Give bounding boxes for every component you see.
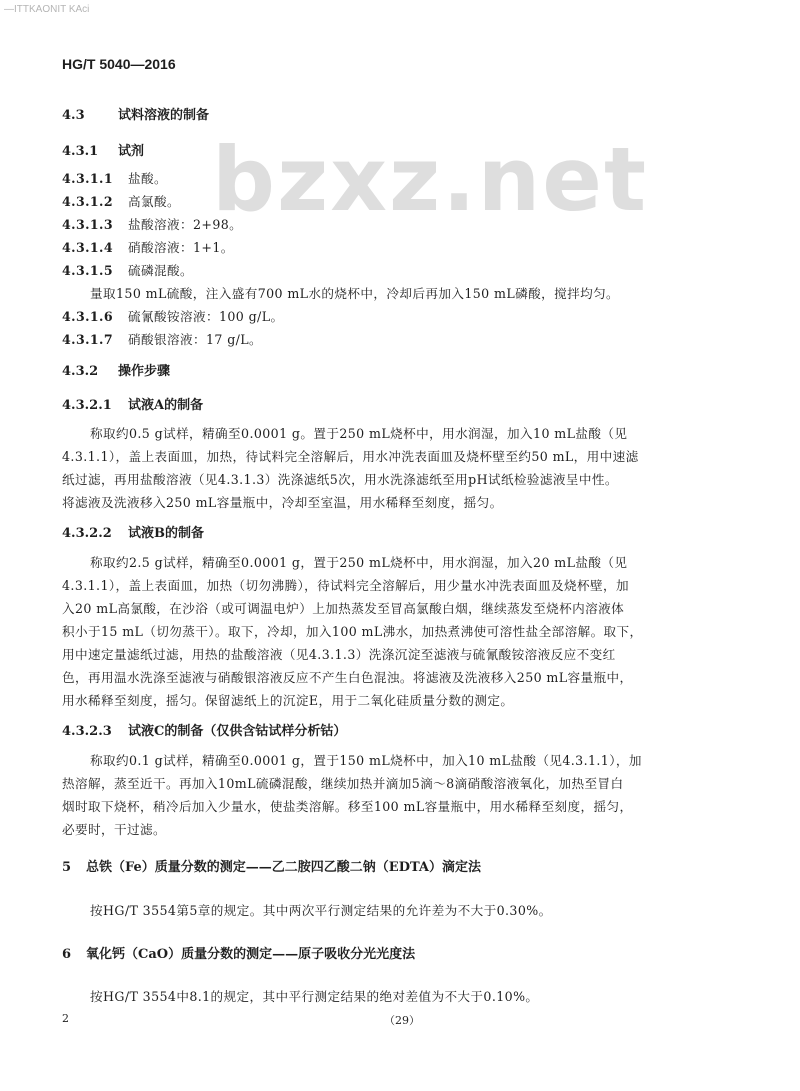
subsection-heading: 4.3.2 操作步骤	[62, 364, 171, 379]
body-text: 色，再用温水洗涤至滤液与硝酸银溶液反应不产生白色混浊。将滤液及洗液移入250 mL容量瓶中，	[62, 670, 633, 685]
procedure-heading: 4.3.2.3 试液C的制备（仅供含钴试样分析钴）	[62, 724, 347, 739]
body-text: 4.3.1.1），盖上表面皿，加热（切勿沸腾），待试料完全溶解后，用少量水冲洗表面皿及烧杯壁，加	[62, 578, 630, 593]
body-text: 纸过滤，再用盐酸溶液（见4.3.1.3）洗涤滤纸5次，用水洗涤滤纸至用pH试纸检验滤液呈中性。	[62, 472, 618, 487]
body-text: 积小于15 mL（切勿蒸干）。取下，冷却，加入100 mL沸水，加热煮沸使可溶性盐全部溶解。取下，	[62, 624, 643, 639]
body-text: 用水稀释至刻度，摇匀。保留滤纸上的沉淀E，用于二氧化硅质量分数的测定。	[62, 693, 514, 708]
body-text: 称取约2.5 g试样，精确至0.0001 g，置于250 mL烧杯中，用水润湿，加入20 mL盐酸（见	[90, 555, 628, 570]
body-text: 烟时取下烧杯，稍冷后加入少量水，使盐类溶解。移至100 mL容量瓶中，用水稀释至刻度，摇匀，	[62, 799, 633, 814]
body-text: 称取约0.5 g试样，精确至0.0001 g。置于250 mL烧杯中，用水润湿，加入10 mL盐酸（见	[90, 426, 628, 441]
reagent-item: 4.3.1.7 硝酸银溶液：17 g/L。	[62, 332, 263, 347]
body-text: 用中速定量滤纸过滤，用热的盐酸溶液（见4.3.1.3）洗涤沉淀至滤液与硫氰酸铵溶液反应不变红	[62, 647, 616, 662]
reagent-item: 4.3.1.1 盐酸。	[62, 171, 167, 186]
standard-number: HG/T 5040—2016	[62, 56, 176, 72]
watermark: bzxz.net	[212, 128, 649, 231]
procedure-heading: 4.3.2.2 试液B的制备	[62, 526, 204, 541]
chapter-heading: 5 总铁（Fe）质量分数的测定——乙二胺四乙酸二钠（EDTA）滴定法	[62, 860, 482, 875]
page-number: 2	[62, 1012, 69, 1025]
body-text: 入20 mL高氯酸，在沙浴（或可调温电炉）上加热蒸发至冒高氯酸白烟，继续蒸发至烧杯内溶液体	[62, 601, 625, 616]
reagent-item: 4.3.1.6 硫氰酸铵溶液：100 g/L。	[62, 309, 284, 324]
section-heading: 4.3 试料溶液的制备	[62, 108, 210, 123]
reagent-item: 4.3.1.4 硝酸溶液：1+1。	[62, 240, 234, 255]
body-text: 量取150 mL硫酸，注入盛有700 mL水的烧杯中，冷却后再加入150 mL磷酸，搅拌均匀。	[90, 286, 620, 301]
footer-mark: （29）	[384, 1014, 420, 1027]
subsection-heading: 4.3.1 试剂	[62, 144, 145, 159]
body-text: 将滤液及洗液移入250 mL容量瓶中，冷却至室温，用水稀释至刻度，摇匀。	[62, 495, 503, 510]
procedure-heading: 4.3.2.1 试液A的制备	[62, 398, 204, 413]
body-text: 4.3.1.1），盖上表面皿，加热，待试料完全溶解后，用水冲洗表面皿及烧杯壁至约50 mL，用中速滤	[62, 449, 639, 464]
body-text: 热溶解，蒸至近干。再加入10mL硫磷混酸，继续加热并滴加5滴～8滴硝酸溶液氧化，加热至冒白	[62, 776, 624, 791]
chapter-heading: 6 氧化钙（CaO）质量分数的测定——原子吸收分光光度法	[62, 947, 416, 962]
reagent-item: 4.3.1.2 高氯酸。	[62, 194, 180, 209]
page-top-mark: —ITTKAONIT KAci	[4, 4, 90, 15]
body-text: 按HG/T 3554第5章的规定。其中两次平行测定结果的允许差为不大于0.30%。	[90, 903, 552, 918]
body-text: 按HG/T 3554中8.1的规定，其中平行测定结果的绝对差值为不大于0.10%。	[90, 989, 539, 1004]
body-text: 称取约0.1 g试样，精确至0.0001 g，置于150 mL烧杯中，加入10 mL盐酸（见4.3.1.1），加	[90, 753, 642, 768]
reagent-item: 4.3.1.3 盐酸溶液：2+98。	[62, 217, 243, 232]
reagent-item: 4.3.1.5 硫磷混酸。	[62, 263, 193, 278]
body-text: 必要时，干过滤。	[62, 822, 166, 837]
